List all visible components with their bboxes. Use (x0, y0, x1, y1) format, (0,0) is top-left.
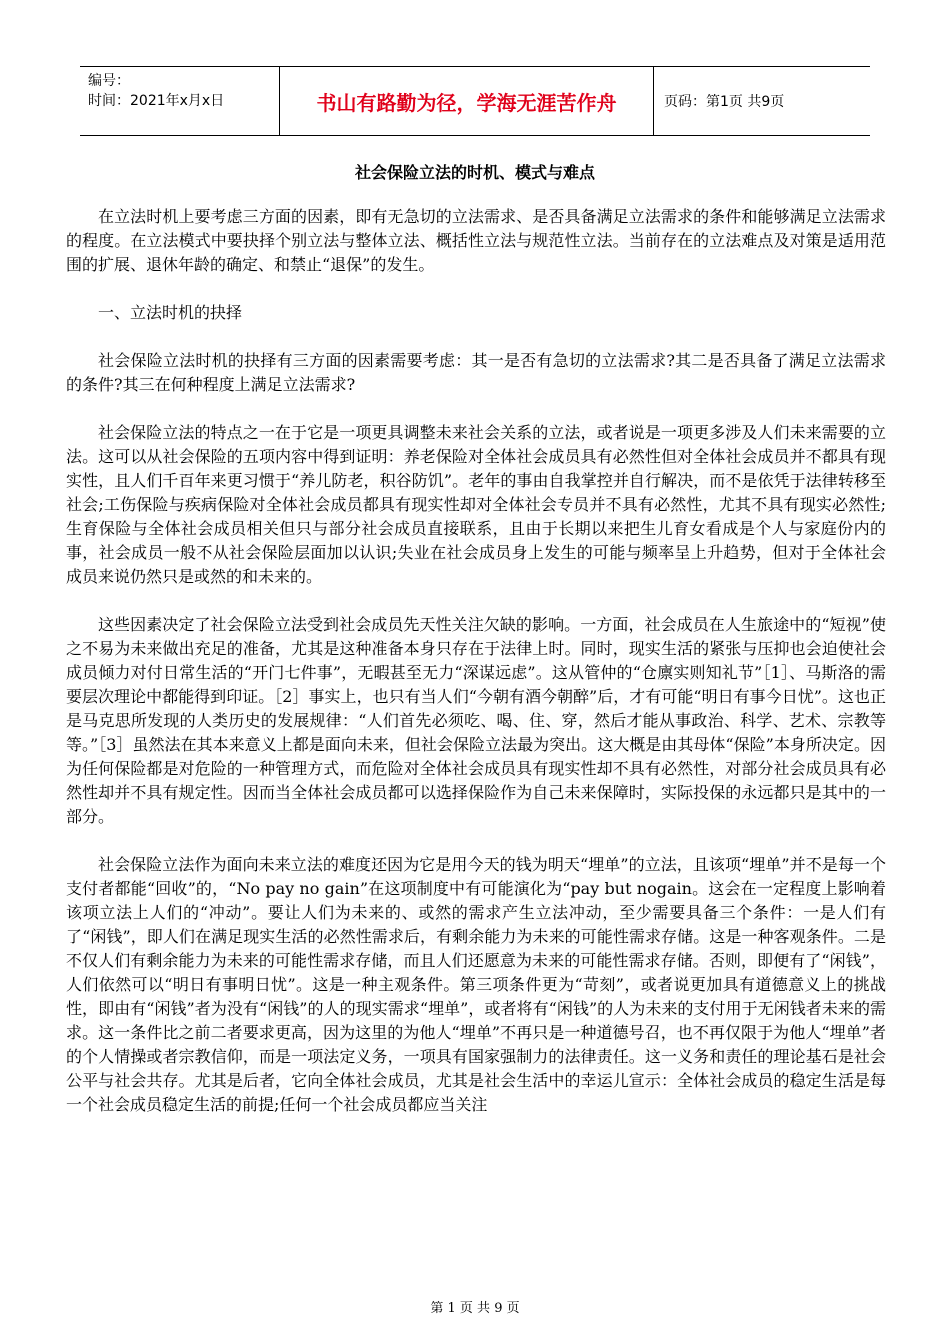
paragraph: 社会保险立法的特点之一在于它是一项更具调整未来社会关系的立法，或者说是一项更多涉及人们未来需要的立法。这可以从社会保险的五项内容中得到证明：养老保险对全体社会成员具有必然性但对全体社会成员并不都具有现实性，且人们千百年来更习惯于“养儿防老，积谷防饥”。老年的事由自我掌控并自行解决，而不是依凭于法律转移至社会;工伤保险与疾病保险对全体社会成员都具有现实性却对全体社会专员并不具有必然性，尤其不具有现实必然性;生育保险与全体社会成员相关但只与部分社会成员直接联系，且由于长期以来把生儿育女看成是个人与家庭份内的事，社会成员一般不从社会保险层面加以认识;失业在社会成员身上发生的可能与频率呈上升趋势，但对于全体社会成员来说仍然只是或然的和未来的。 (66, 423, 886, 586)
document-title: 社会保险立法的时机、模式与难点 (354, 163, 595, 182)
header-meta (80, 67, 280, 135)
document-time-label: 时间：2021年x月x日 (88, 93, 225, 109)
document-body (66, 205, 886, 1141)
header-page-info: 页码：第1页 共9页 (664, 94, 785, 110)
paragraph: 这些因素决定了社会保险立法受到社会成员先天性关注欠缺的影响。一方面，社会成员在人生旅途中的“短视”使之不易为未来做出充足的准备，尤其是这种准备本身只存在于法律上时。同时，现实生活的紧张与压抑也会迫使社会成员倾力对付日常生活的“开门七件事”，无暇甚至无力“深谋远虑”。这从管仲的“仓廪实则知礼节”［1］、马斯洛的需要层次理论中都能得到印证。［2］事实上，也只有当人们“今朝有酒今朝醉”后，才有可能“明日有事今日忧”。这也正是马克思所发现的人类历史的发展规律：“人们首先必须吃、喝、住、穿，然后才能从事政治、科学、艺术、宗教等等。”［3］虽然法在其本来意义上都是面向未来，但社会保险立法最为突出。这大概是由其母体“保险”本身所决定。因为任何保险都是对危险的一种管理方式，而危险对全体社会成员具有现实性却不具有必然性，对部分社会成员具有必然性却并不具有规定性。因而当全体社会成员都可以选择保险作为自己未来保障时，实际投保的永远都只是其中的一部分。 (66, 615, 886, 826)
document-number-label: 编号： (88, 73, 130, 89)
paragraph: 社会保险立法作为面向未来立法的难度还因为它是用今天的钱为明天“埋单”的立法，且该项“埋单”并不是每一个支付者都能“回收”的，“No pay no gain”在这项制度中有可能演化为“pay but nogain。这会在一定程度上影响着该项立法上人们的“冲动”。要让人们为未来的、或然的需求产生立法冲动，至少需要具备三个条件：一是人们有了“闲钱”，即人们在满足现实生活的必然性需求后，有剩余能力为未来的可能性需求存储。这是一种客观条件。二是不仅人们有剩余能力为未来的可能性需求存储，而且人们还愿意为未来的可能性需求存储。否则，即便有了“闲钱”，人们依然可以“明日有事明日忧”。这是一种主观条件。第三项条件更为“苛刻”，或者说更加具有道德意义上的挑战性，即由有“闲钱”者为没有“闲钱”的人的现实需求“埋单”，或者将有“闲钱”的人为未来的支付用于无闲钱者未来的需求。这一条件比之前二者要求更高，因为这里的为他人“埋单”不再只是一种道德号召，也不再仅限于为他人“埋单”者的个人情操或者宗教信仰，而是一项法定义务，一项具有国家强制力的法律责任。这一义务和责任的理论基石是社会公平与社会共存。尤其是后者，它向全体社会成员，尤其是社会生活中的幸运儿宣示：全体社会成员的稳定生活是每一个社会成员稳定生活的前提;任何一个社会成员都应当关注 (66, 855, 886, 1114)
header-motto: 书山有路勤为径，学海无涯苦作舟 (280, 67, 654, 135)
section-heading: 一、立法时机的抉择 (98, 303, 243, 322)
paragraph: 社会保险立法时机的抉择有三方面的因素需要考虑：其一是否有急切的立法需求?其二是否具备了满足立法需求的条件?其三在何种程度上满足立法需求? (66, 351, 886, 394)
page-header (80, 66, 870, 136)
paragraph-abstract: 在立法时机上要考虑三方面的因素，即有无急切的立法需求、是否具备满足立法需求的条件和能够满足立法需求的程度。在立法模式中要抉择个别立法与整体立法、概括性立法与规范性立法。当前存在的立法难点及对策是适用范围的扩展、退休年龄的确定、和禁止“退保”的发生。 (66, 207, 886, 274)
page-footer: 第 1 页 共 9 页 (430, 1301, 520, 1316)
